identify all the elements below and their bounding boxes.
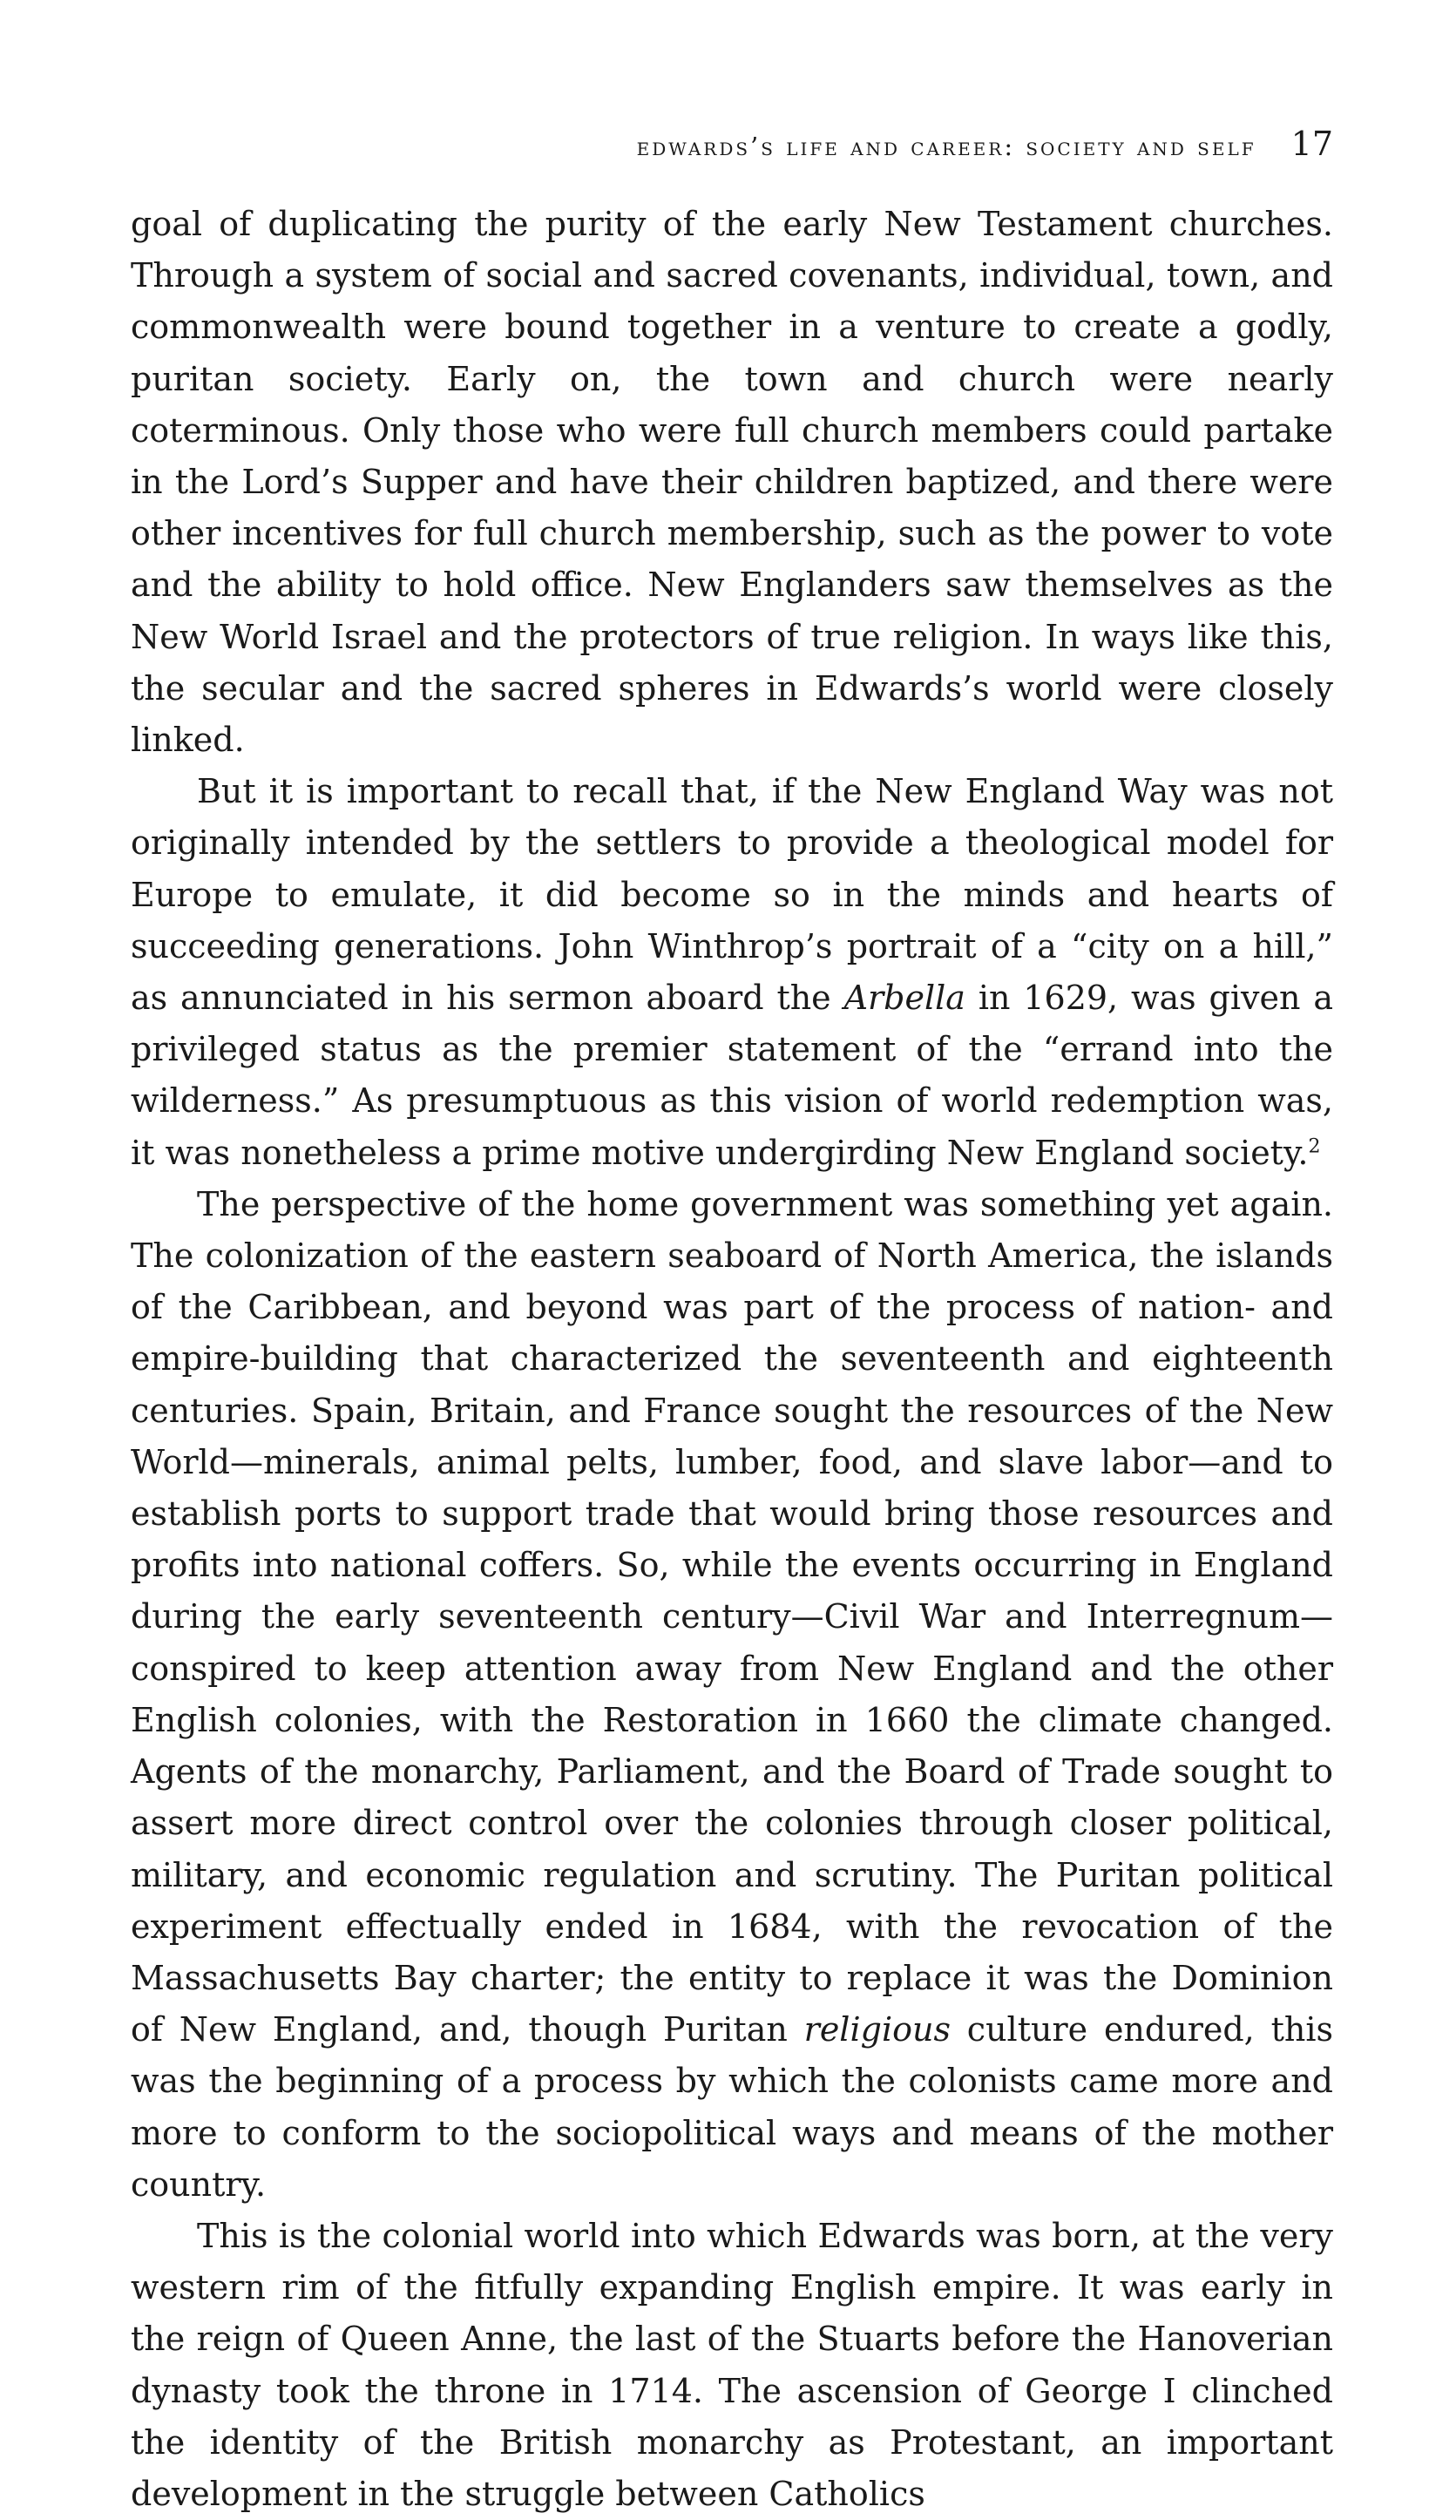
paragraph-2-text-after: in 1629, was given a privileged status as the premier statement of the “errand into the wilderness.” As presumptuous as this vision of world redemption was, it was nonetheless a prime motive undergirding New England society. <box>131 979 1333 1172</box>
paragraph-3-text-after: culture endured, this was the beginning of a process by which the colonists came more and more to conform to the sociopolitical ways and means of the mother country. <box>131 2010 1333 2204</box>
paragraph-4 <box>131 2211 1333 2520</box>
paragraph-2-text-before: But it is important to recall that, if the New England Way was not originally intended by the settlers to provide a theological model for Europe to emulate, it did become so in the minds and hearts of succeeding generations. John Winthrop’s portrait of a “city on a hill,” as annunciated in his sermon aboard the <box>131 772 1333 1018</box>
paragraph-3-text-before: The perspective of the home government was something yet again. The colonization of the eastern seaboard of North America, the islands of the Caribbean, and beyond was part of the process of nation- and empire-building that characterized the seventeenth and eighteenth centuries. Spain, Britain, and France sought the resources of the New World—minerals, animal pelts, lumber, food, and slave labor—and to establish ports to support trade that would bring those resources and profits into national coffers. So, while the events occurring in England during the early seventeenth century—Civil War and Interregnum—conspired to keep attention away from New England and the other English colonies, with the Restoration in 1660 the climate changed. Agents of the monarchy, Parliament, and the Board of Trade sought to assert more direct control over the colonies through closer political, military, and economic regulation and scrutiny. The Puritan political experiment effectually ended in 1684, with the revocation of the Massachusetts Bay charter; the entity to replace it was the Dominion of New England, and, though Puritan <box>131 1184 1333 2049</box>
paragraph-3 <box>131 1179 1333 2211</box>
running-head-title: edwards’s life and career: society and self <box>636 132 1256 161</box>
body-text <box>131 199 1333 2520</box>
ship-name-italic: Arbella <box>843 979 965 1018</box>
paragraph-1-text: goal of duplicating the purity of the early New Testament churches. Through a system of social and sacred covenants, individual, town, and commonwealth were bound together in a venture to create a godly, puritan society. Early on, the town and church were nearly coterminous. Only those who were full church members could partake in the Lord’s Supper and have their children baptized, and there were other incentives for full church membership, such as the power to vote and the ability to hold office. New Englanders saw themselves as the New World Israel and the protectors of true religion. In ways like this, the secular and the sacred spheres in Edwards’s world were closely linked. <box>131 205 1333 760</box>
religious-italic: religious <box>803 2010 951 2049</box>
footnote-reference[interactable]: 2 <box>1308 1135 1321 1157</box>
running-head <box>131 122 1333 166</box>
paragraph-4-text: This is the colonial world into which Edwards was born, at the very western rim of the fitfully expanding English empire. It was early in the reign of Queen Anne, the last of the Stuarts before the Hanoverian dynasty took the throne in 1714. The ascension of George I clinched the identity of the British monarchy as Protestant, an important development in the struggle between Catholics <box>131 2216 1333 2513</box>
page-number: 17 <box>1290 125 1333 163</box>
paragraph-1 <box>131 199 1333 766</box>
paragraph-2 <box>131 766 1333 1179</box>
